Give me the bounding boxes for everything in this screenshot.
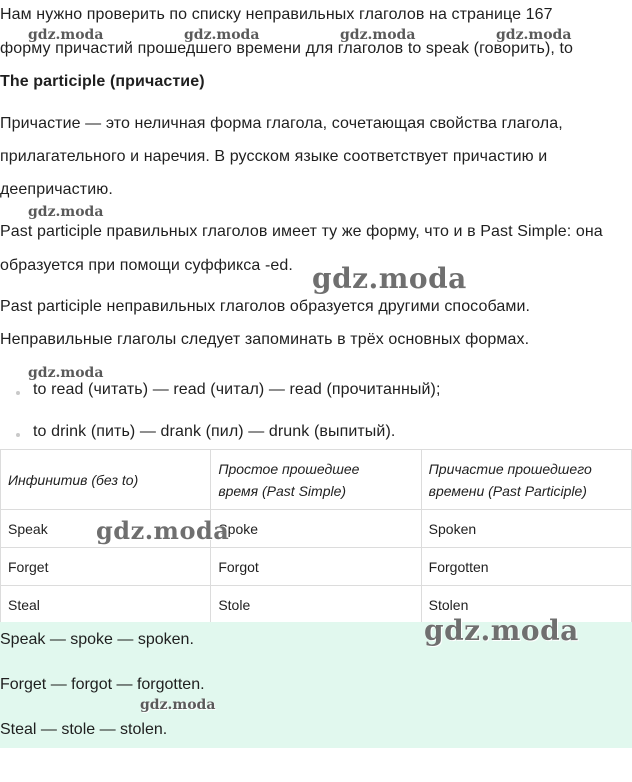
table-cell: Stole <box>211 586 421 624</box>
answer-line: Steal — stole — stolen. <box>0 721 168 738</box>
table-header-row <box>1 450 632 510</box>
table-cell: Spoke <box>211 510 421 548</box>
watermark: gdz.moda <box>424 614 579 647</box>
table-cell: Forget <box>1 548 211 586</box>
example-item: to drink (пить) — drank (пил) — drunk (выпитый). <box>33 423 396 440</box>
table-cell: Steal <box>1 586 211 624</box>
watermark: gdz.moda <box>96 516 230 545</box>
watermark: gdz.moda <box>496 27 572 43</box>
example-item: to read (читать) — read (читал) — read (прочитанный); <box>33 381 441 398</box>
table-cell: Speak <box>1 510 211 548</box>
watermark: gdz.moda <box>28 365 104 381</box>
paragraph-2-line-1: Past participle правильных глаголов имеет ту же форму, что и в Past Simple: она <box>0 223 603 240</box>
watermark: gdz.moda <box>28 27 104 43</box>
paragraph-1-line-3: деепричастию. <box>0 181 113 198</box>
table-cell: Forgot <box>211 548 421 586</box>
section-title: The participle (причастие) <box>0 73 205 90</box>
bullet-dot <box>16 433 20 437</box>
table-row <box>1 548 632 586</box>
watermark: gdz.moda <box>140 697 216 713</box>
intro-line-2: форму причастий прошедшего времени для глаголов to speak (говорить), to <box>0 40 574 57</box>
paragraph-1-line-1: Причастие — это неличная форма глагола, сочетающая свойства глагола, <box>0 115 563 132</box>
header-infinitive: Инфинитив (без to) <box>1 450 211 510</box>
table-cell: Forgotten <box>421 548 631 586</box>
watermark: gdz.moda <box>184 27 260 43</box>
paragraph-1-line-2: прилагательного и наречия. В русском языке соответствует причастию и <box>0 148 548 165</box>
watermark: gdz.moda <box>28 204 104 220</box>
watermark: gdz.moda <box>312 262 467 295</box>
header-past-participle: Причастие прошедшего времени (Past Participle) <box>421 450 631 510</box>
answer-line: Forget — forgot — forgotten. <box>0 676 205 693</box>
table-cell: Stolen <box>421 586 631 624</box>
paragraph-3: Past participle неправильных глаголов образуется другими способами. <box>0 298 531 315</box>
table-cell: Spoken <box>421 510 631 548</box>
intro-line-1: Нам нужно проверить по списку неправильных глаголов на странице 167 <box>0 6 553 23</box>
paragraph-4: Неправильные глаголы следует запоминать в трёх основных формах. <box>0 331 530 348</box>
bullet-dot <box>16 391 20 395</box>
answer-line: Speak — spoke — spoken. <box>0 631 194 648</box>
header-past-simple: Простое прошедшее время (Past Simple) <box>211 450 421 510</box>
watermark: gdz.moda <box>340 27 416 43</box>
verb-forms-table <box>0 449 632 624</box>
paragraph-2-line-2: образуется при помощи суффикса -ed. <box>0 257 293 274</box>
